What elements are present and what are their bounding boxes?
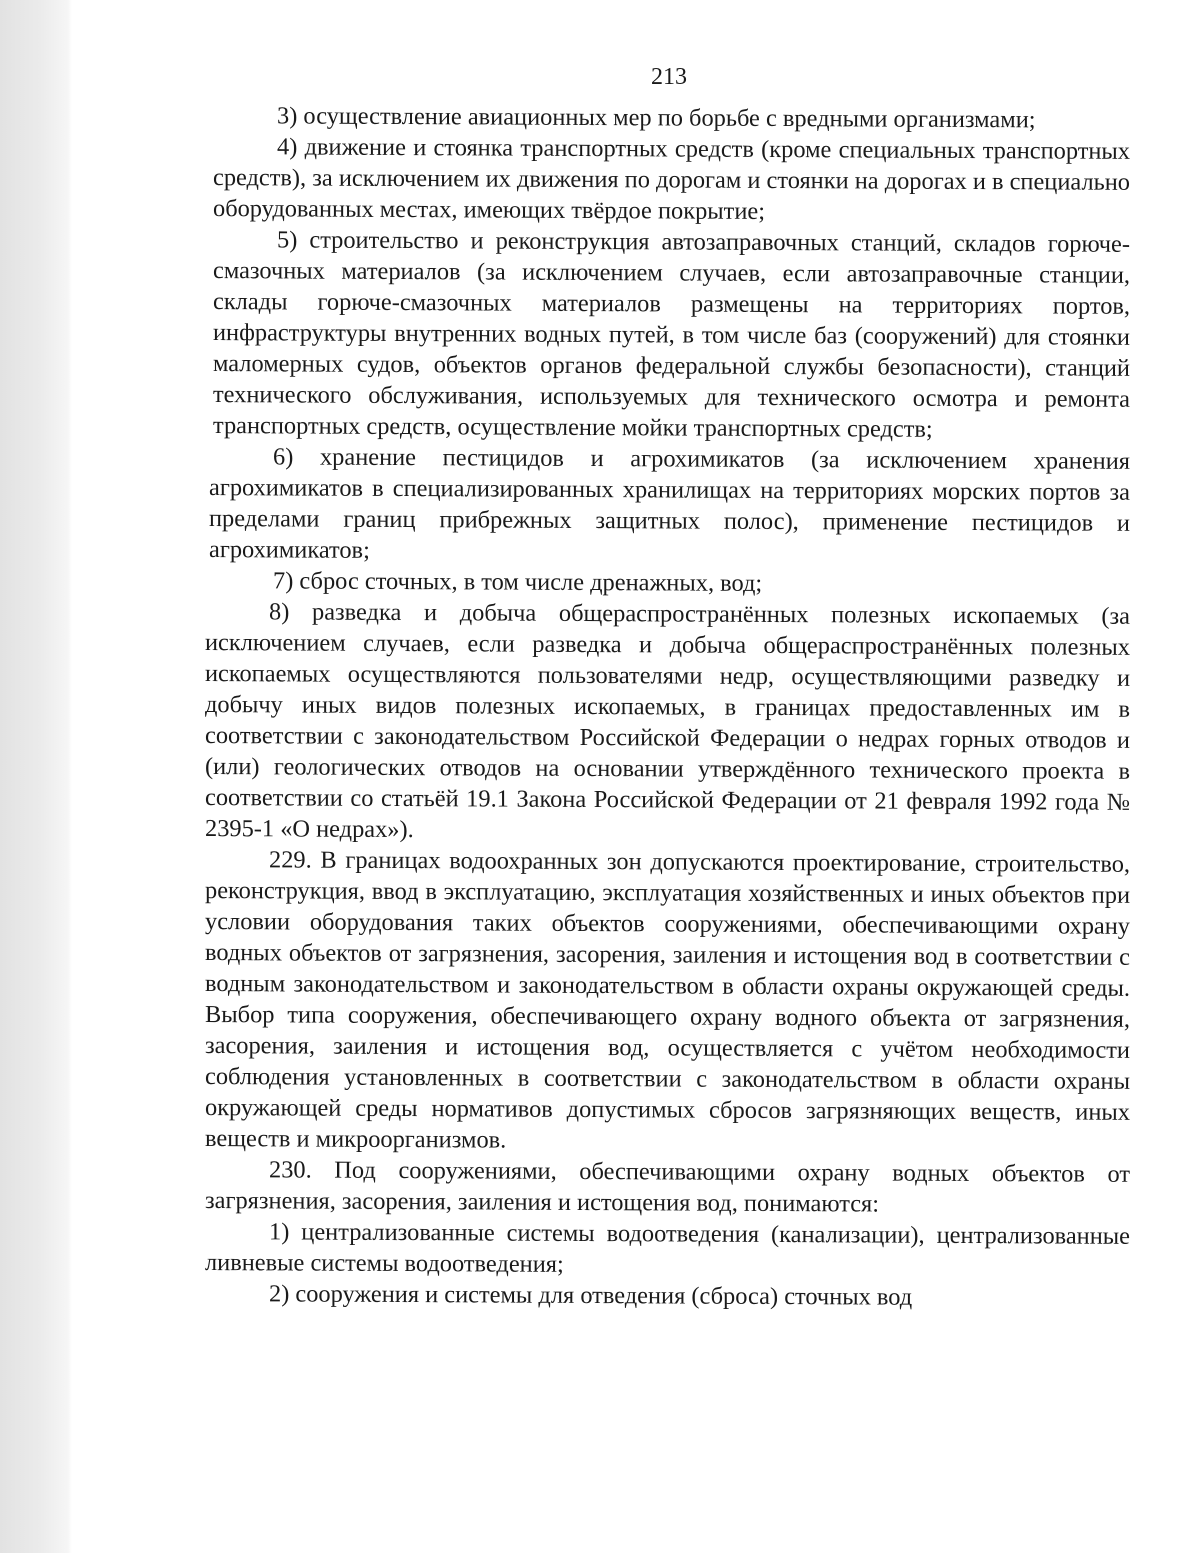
document-body (205, 100, 1130, 1314)
paragraph-item-7: 7) сброс сточных, в том числе дренажных, вод; (273, 567, 763, 597)
paragraph-item-6: 6) хранение пестицидов и агрохимикатов (за исключением хранения агрохимикатов в специализированных хранилищах на территориях морских портов за пределами границ прибрежных защитных полос), применение пестицидов и агрохимикатов; (209, 443, 1130, 564)
paragraph-item-4: 4) движение и стоянка транспортных средств (кроме специальных транспортных средств), за исключением их движения по дорогам и стоянки на дорогах и в специально оборудованных местах, имеющих твёрдое покрытие; (213, 133, 1130, 225)
paragraph-item-3: 3) осуществление авиационных мер по борьбе с вредными организмами; (277, 102, 1036, 134)
paragraph-230: 230. Под сооружениями, обеспечивающими охрану водных объектов от загрязнения, засорения, заиления и истощения вод, понимаются: (205, 1156, 1130, 1218)
paragraph-230-item-2: 2) сооружения и системы для отведения (сброса) сточных вод (269, 1280, 913, 1311)
paragraph-230-item-1: 1) централизованные системы водоотведения (канализации), централизованные ливневые системы водоотведения; (205, 1218, 1130, 1278)
page-number: 213 (651, 64, 687, 90)
paragraph-item-5: 5) строительство и реконструкция автозаправочных станций, складов горюче-смазочных материалов (за исключением случаев, если автозаправочные станции, склады горюче-смазочных материалов размещены на территориях портов, инфраструктуры внутренних водных путей, в том числе баз (сооружений) для стоянки маломерных судов, объектов органов федеральной службы безопасности), станций технического обслуживания, используемых для технического осмотра и ремонта транспортных средств, осуществление мойки транспортных средств; (213, 226, 1130, 443)
scan-margin-shadow (0, 0, 72, 1553)
paragraph-item-8: 8) разведка и добыча общераспространённых полезных ископаемых (за исключением случаев, если разведка и добыча общераспространённых полезных ископаемых осуществляются пользователями недр, осуществляющими разведку и добычу иных видов полезных ископаемых, в границах предоставленных им в соответствии с законодательством Российской Федерации о недрах горных отводов и (или) геологических отводов на основании утверждённого технического проекта в соответствии со статьёй 19.1 Закона Российской Федерации от 21 февраля 1992 года № 2395-1 «О недрах»). (205, 598, 1130, 844)
paragraph-229: 229. В границах водоохранных зон допускаются проектирование, строительство, реконструкция, ввод в эксплуатацию, эксплуатация хозяйственных и иных объектов при условии оборудования таких объектов сооружениями, обеспечивающими охрану водных объектов от загрязнения, засорения, заиления и истощения вод в соответствии с водным законодательством и законодательством в области охраны окружающей среды. Выбор типа сооружения, обеспечивающего охрану водного объекта от загрязнения, засорения, заиления и истощения вод, осуществляется с учётом необходимости соблюдения установленных в соответствии с законодательством в области охраны окружающей среды нормативов допустимых сбросов загрязняющих веществ, иных веществ и микроорганизмов. (205, 846, 1130, 1154)
